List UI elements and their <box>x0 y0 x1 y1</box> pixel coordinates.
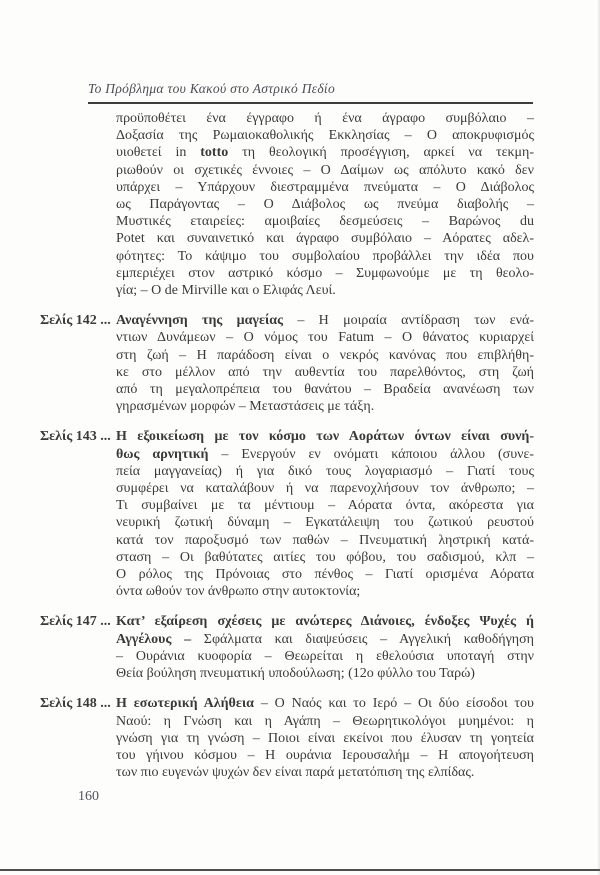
text-segment: Potet και συναινετικό και άγραφο συμβόλαιο – Αόρατες αδελ- <box>116 231 534 247</box>
text-segment: Θεία βούληση πνευματική υποδούλωση; (12ο φύλλο του Ταρώ) <box>116 666 475 682</box>
toc-entry <box>40 695 534 781</box>
text-line <box>116 631 534 648</box>
text-segment: ριωθούν οι σχετικές έννοιες – Ο Δαίμων ως απόλυτο κακό δεν <box>116 162 534 178</box>
text-line <box>116 179 534 196</box>
text-segment: – Η μοιραία αντίδραση των ενά- <box>283 313 534 329</box>
text-line <box>116 364 534 381</box>
text-segment: ντιων Δυνάμεων – Ο νόμος του Fatum – Ο θάνατος κυριαρχεί <box>116 330 534 346</box>
text-segment: πεία μαγγανείας) ή για δικό τους λογαριασμό – Γιατί τους <box>116 463 534 479</box>
text-line <box>116 265 534 282</box>
entry-text <box>116 312 534 415</box>
entry-page-label: Σελίς 147 ... <box>40 614 111 630</box>
text-segment: ως Παράγοντας – Ο Διάβολος ως πνεύμα διαβολής – <box>116 197 534 213</box>
text-line <box>116 648 534 665</box>
text-line <box>116 497 534 514</box>
text-line <box>116 730 534 747</box>
text-segment: κε στο μέλλον από την αυθεντία του παρελθόντος, στη ζωή <box>116 364 534 380</box>
text-segment: γηρασμένων μορφών – Μεταστάσεις με τάξη. <box>116 399 375 415</box>
text-line <box>116 196 534 213</box>
entry-text <box>116 428 534 600</box>
text-segment: σταση – Οι βαθύτατες αιτίες του φόβου, του σαδισμού, κλπ – <box>116 549 534 565</box>
toc-entries <box>40 312 534 781</box>
page-number: 160 <box>78 789 99 804</box>
bold-text-segment: θως αρνητική <box>116 446 209 462</box>
toc-content <box>40 110 534 781</box>
text-line <box>116 566 534 583</box>
text-line <box>116 312 534 329</box>
entry-page-label: Σελίς 142 ... <box>40 313 111 329</box>
text-segment: υπάρχει – Υπάρχουν διεστραμμένα πνεύματα – Ο Διάβολος <box>116 179 534 195</box>
text-segment: του γήινου κόσμου – Η ουράνια Ιερουσαλήμ – Η απογοήτευση <box>116 747 534 763</box>
text-segment: προϋποθέτει ένα έγγραφο ή ένα άγραφο συμβόλαιο – <box>116 111 534 126</box>
text-segment: Τι συμβαίνει με τα μέντιουμ – Αόρατα όντα, ακόρεστα για <box>116 498 534 514</box>
text-segment: φότητες: Το κάψιμο του συμβολαίου προβάλλει την ιδέα που <box>116 248 534 264</box>
text-line <box>116 428 534 445</box>
bold-text-segment: totto <box>200 145 229 161</box>
intro-paragraph <box>116 110 534 299</box>
text-line <box>116 747 534 764</box>
text-segment: τη θεολογική προσέγγιση, αρκεί να τεκμη- <box>228 145 535 161</box>
bold-text-segment: Αναγέννηση της μαγείας <box>116 313 283 329</box>
scan-edge-bottom <box>0 869 600 871</box>
toc-entry <box>40 613 534 682</box>
text-line <box>116 446 534 463</box>
text-line <box>116 162 534 179</box>
text-segment: στη ζωή – Η παράδοση είναι ο νεκρός κανόνας που επιβλήθη- <box>116 347 534 363</box>
text-line <box>116 463 534 480</box>
text-segment: νευρική ζωτική δύναμη – Εγκατάλειψη του ζωτικού ρευστού <box>116 515 534 531</box>
text-line <box>116 144 534 161</box>
text-segment: Ο ρόλος της Πρόνοιας στο πένθος – Γιατί ορισμένα Αόρατα <box>116 567 534 583</box>
text-line <box>116 514 534 531</box>
running-header: Το Πρόβλημα του Κακού στο Αστρικό Πεδίο <box>88 81 336 96</box>
entry-text <box>116 695 534 781</box>
bold-text-segment: Η εξοικείωση με τον κόσμο των Αοράτων όντων είναι συνή- <box>116 429 534 445</box>
bold-text-segment: Αγγέλους – <box>116 631 192 647</box>
text-segment: – Ενεργούν εν ονόματι κάποιου άλλου (συνε- <box>208 446 534 462</box>
text-segment: υιοθετεί in <box>116 145 201 161</box>
header-rule <box>88 102 533 104</box>
text-line <box>116 695 534 712</box>
text-line <box>116 248 534 265</box>
text-line <box>116 282 534 299</box>
text-line <box>116 713 534 730</box>
text-segment: συμφέρει να καταλάβουν ή να παρενοχλήσουν τον άνθρωπο; – <box>116 481 534 497</box>
text-line <box>116 398 534 415</box>
text-line <box>116 230 534 247</box>
text-line <box>116 613 534 630</box>
text-segment: από τη μεγαλοπρέπεια του θανάτου – Βραδεία ανανέωση των <box>116 382 534 398</box>
entry-text <box>116 613 534 682</box>
text-segment: Δοξασία της Ρωμαιοκαθολικής Εκκλησίας – Ο αποκρυφισμός <box>116 128 534 144</box>
text-line <box>116 532 534 549</box>
text-line <box>116 347 534 364</box>
text-line <box>116 213 534 230</box>
entry-page-label: Σελίς 143 ... <box>40 429 111 445</box>
text-segment: των πιο ευγενών ψυχών δεν είναι παρά μετατόπιση της ελπίδας. <box>116 765 475 781</box>
text-line <box>116 583 534 600</box>
text-line <box>116 549 534 566</box>
text-line <box>116 329 534 346</box>
text-line <box>116 127 534 144</box>
text-segment: γνώση για τη γνώση – Ποιοι είναι εκείνοι που έλυσαν τη γοητεία <box>116 730 534 746</box>
text-line <box>116 764 534 781</box>
bold-text-segment: Κατ’ εξαίρεση σχέσεις με ανώτερες Διάνοιες, ένδοξες Ψυχές ή <box>116 614 534 630</box>
text-segment: Μυστικές εταιρείες: αμοιβαίες δεσμεύσεις – Βαρώνος du <box>116 214 534 230</box>
text-line <box>116 110 534 127</box>
text-segment: κατά τον παροξυσμό των παθών – Πνευματική ληστρική κατά- <box>116 532 534 548</box>
toc-entry <box>40 312 534 415</box>
bold-text-segment: Η εσωτερική Αλήθεια <box>116 696 254 712</box>
text-line <box>116 381 534 398</box>
text-segment: όντα ωθούν τον άνθρωπο στην αυτοκτονία; <box>116 584 361 600</box>
text-segment: Ναού: η Γνώση και η Αγάπη – Θεωρητικολόγοι μυημένοι: η <box>116 713 534 729</box>
text-segment: Σφάλματα και διαψεύσεις – Αγγελική καθοδήγηση <box>191 631 534 647</box>
text-line <box>116 480 534 497</box>
entry-page-label: Σελίς 148 ... <box>40 696 111 712</box>
text-line <box>116 665 534 682</box>
text-segment: – Ο Ναός και το Ιερό – Οι δύο είσοδοι του <box>254 696 534 712</box>
text-segment: εμπεριέχει στον αστρικό κόσμο – Συμφωνούμε με τη θεολο- <box>116 265 534 281</box>
text-segment: – Ουράνια κυοφορία – Θεωρείται η εθελούσια υποταγή στην <box>116 648 534 664</box>
toc-entry <box>40 428 534 600</box>
text-segment: γία; – Ο de Mirville και ο Ελιφάς Λευί. <box>116 283 336 299</box>
